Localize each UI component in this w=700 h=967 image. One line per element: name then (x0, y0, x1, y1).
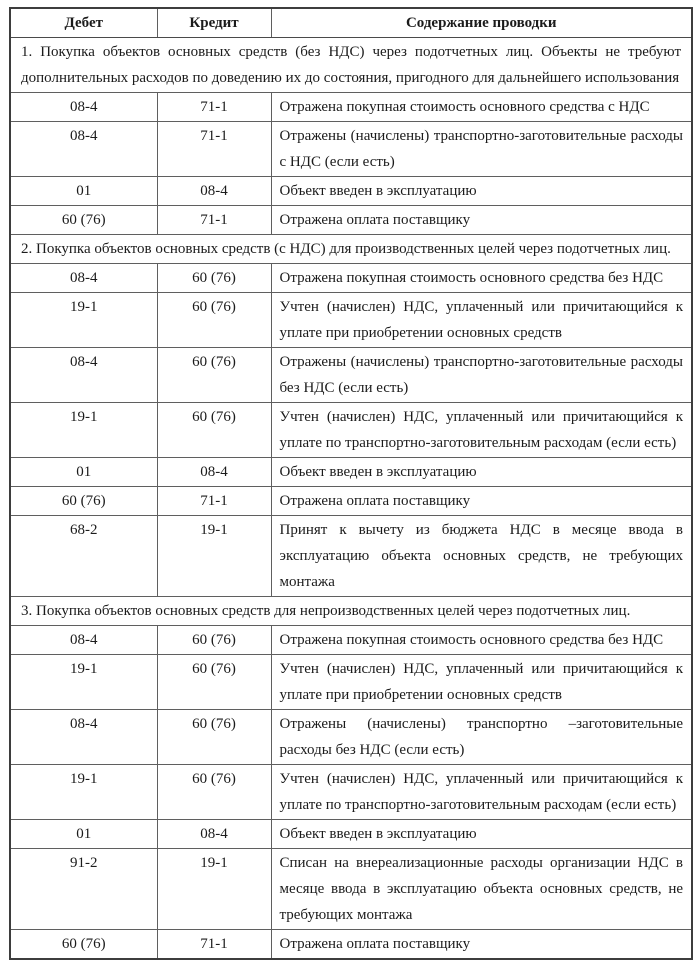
description-cell: Отражена покупная стоимость основного средства с НДС (271, 93, 692, 122)
column-header-description: Содержание проводки (271, 8, 692, 38)
credit-cell: 60 (76) (157, 655, 271, 710)
credit-cell: 19-1 (157, 849, 271, 930)
credit-cell: 71-1 (157, 206, 271, 235)
credit-cell: 71-1 (157, 93, 271, 122)
credit-cell: 60 (76) (157, 348, 271, 403)
credit-cell: 71-1 (157, 487, 271, 516)
section-title: 2. Покупка объектов основных средств (с НДС) для производственных целей через подотчетных лиц. (10, 235, 692, 264)
debit-cell: 01 (10, 177, 157, 206)
credit-cell: 60 (76) (157, 626, 271, 655)
debit-cell: 08-4 (10, 122, 157, 177)
debit-cell: 08-4 (10, 264, 157, 293)
table-row (10, 177, 692, 206)
table-header-row (10, 8, 692, 38)
table-row (10, 206, 692, 235)
table-row (10, 458, 692, 487)
table-row (10, 849, 692, 930)
description-cell: Отражена покупная стоимость основного средства без НДС (271, 264, 692, 293)
debit-cell: 19-1 (10, 655, 157, 710)
credit-cell: 60 (76) (157, 293, 271, 348)
debit-cell: 68-2 (10, 516, 157, 597)
section-title-row-3 (10, 597, 692, 626)
debit-cell: 19-1 (10, 765, 157, 820)
credit-cell: 60 (76) (157, 710, 271, 765)
debit-cell: 08-4 (10, 93, 157, 122)
column-header-credit: Кредит (157, 8, 271, 38)
debit-cell: 91-2 (10, 849, 157, 930)
debit-cell: 60 (76) (10, 930, 157, 960)
table-row (10, 122, 692, 177)
description-cell: Отражены (начислены) транспортно-заготовительные расходы без НДС (если есть) (271, 348, 692, 403)
description-cell: Учтен (начислен) НДС, уплаченный или причитающийся к уплате по транспортно-заготовительным расходам (если есть) (271, 403, 692, 458)
debit-cell: 08-4 (10, 710, 157, 765)
debit-cell: 08-4 (10, 626, 157, 655)
credit-cell: 71-1 (157, 930, 271, 960)
description-cell: Учтен (начислен) НДС, уплаченный или причитающийся к уплате по транспортно-заготовительным расходам (если есть) (271, 765, 692, 820)
debit-cell: 08-4 (10, 348, 157, 403)
description-cell: Объект введен в эксплуатацию (271, 458, 692, 487)
description-cell: Отражены (начислены) транспортно –заготовительные расходы без НДС (если есть) (271, 710, 692, 765)
debit-cell: 01 (10, 820, 157, 849)
description-cell: Объект введен в эксплуатацию (271, 177, 692, 206)
credit-cell: 60 (76) (157, 765, 271, 820)
table-row (10, 930, 692, 960)
table-row (10, 765, 692, 820)
table-row (10, 348, 692, 403)
table-row (10, 655, 692, 710)
credit-cell: 08-4 (157, 458, 271, 487)
accounting-entries-table (9, 7, 693, 960)
credit-cell: 71-1 (157, 122, 271, 177)
column-header-debit: Дебет (10, 8, 157, 38)
section-title: 3. Покупка объектов основных средств для непроизводственных целей через подотчетных лиц. (10, 597, 692, 626)
description-cell: Объект введен в эксплуатацию (271, 820, 692, 849)
debit-cell: 60 (76) (10, 487, 157, 516)
credit-cell: 08-4 (157, 177, 271, 206)
debit-cell: 60 (76) (10, 206, 157, 235)
credit-cell: 19-1 (157, 516, 271, 597)
description-cell: Списан на внереализационные расходы организации НДС в месяце ввода в эксплуатацию объекта основных средств, не требующих монтажа (271, 849, 692, 930)
description-cell: Отражена оплата поставщику (271, 487, 692, 516)
description-cell: Отражена оплата поставщику (271, 206, 692, 235)
table-row (10, 93, 692, 122)
description-cell: Учтен (начислен) НДС, уплаченный или причитающийся к уплате при приобретении основных средств (271, 655, 692, 710)
section-title: 1. Покупка объектов основных средств (без НДС) через подотчетных лиц. Объекты не требуют дополнительных расходов по доведению их до состояния, пригодного для дальнейшего использования (10, 38, 692, 93)
section-title-row-1 (10, 38, 692, 93)
section-title-row-2 (10, 235, 692, 264)
description-cell: Принят к вычету из бюджета НДС в месяце ввода в эксплуатацию объекта основных средств, не требующих монтажа (271, 516, 692, 597)
debit-cell: 19-1 (10, 403, 157, 458)
debit-cell: 01 (10, 458, 157, 487)
credit-cell: 08-4 (157, 820, 271, 849)
description-cell: Учтен (начислен) НДС, уплаченный или причитающийся к уплате при приобретении основных средств (271, 293, 692, 348)
table-row (10, 487, 692, 516)
description-cell: Отражены (начислены) транспортно-заготовительные расходы с НДС (если есть) (271, 122, 692, 177)
credit-cell: 60 (76) (157, 264, 271, 293)
table-row (10, 293, 692, 348)
table-row (10, 403, 692, 458)
table-row (10, 516, 692, 597)
table-row (10, 264, 692, 293)
table-row (10, 626, 692, 655)
debit-cell: 19-1 (10, 293, 157, 348)
description-cell: Отражена оплата поставщику (271, 930, 692, 960)
credit-cell: 60 (76) (157, 403, 271, 458)
description-cell: Отражена покупная стоимость основного средства без НДС (271, 626, 692, 655)
table-row (10, 820, 692, 849)
table-row (10, 710, 692, 765)
